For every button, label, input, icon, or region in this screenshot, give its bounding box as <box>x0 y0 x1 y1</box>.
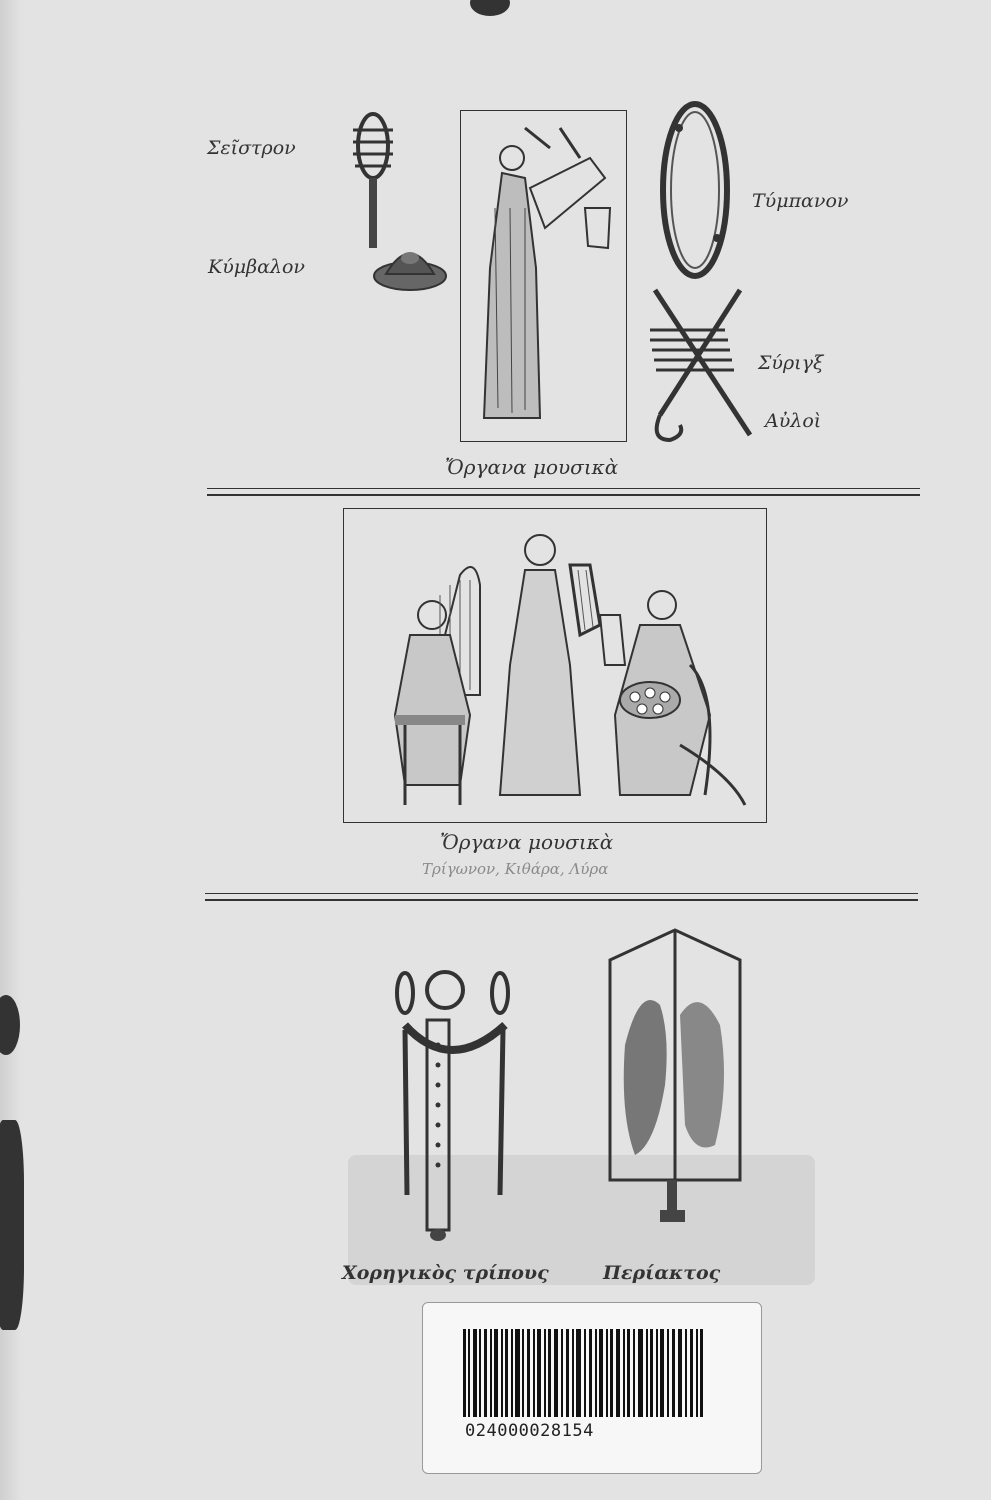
caption-periaktos: Περίακτος <box>603 1262 721 1284</box>
lyre-player-illustration <box>470 118 620 433</box>
burn-mark <box>0 1120 24 1330</box>
caption-tripod: Χορηγικὸς τρίπους <box>342 1262 549 1284</box>
top-caption: Ὄργανα μουσικὰ <box>445 455 619 479</box>
periaktos-illustration <box>605 925 745 1245</box>
label-syrinx: Σύριγξ <box>758 352 824 374</box>
kymbalon-illustration <box>370 228 450 308</box>
barcode-label <box>422 1302 762 1474</box>
syrinx-auloi-illustration <box>640 285 765 450</box>
barcode-number: 024000028154 <box>465 1421 594 1441</box>
divider-top <box>207 488 920 496</box>
label-auloi: Αὐλοὶ <box>765 410 822 432</box>
label-seistron: Σεῖστρον <box>207 137 296 159</box>
barcode-bars <box>463 1329 703 1417</box>
middle-caption: Ὄργανα μουσικὰ <box>440 830 614 854</box>
middle-subcaption: Τρίγωνον, Κιθάρα, Λύρα <box>422 860 609 878</box>
divider-middle <box>205 893 918 901</box>
tympanon-illustration <box>655 98 735 283</box>
musicians-illustration <box>350 515 760 815</box>
burn-mark <box>470 0 510 16</box>
label-kymbalon: Κύμβαλον <box>208 256 305 278</box>
label-tympanon: Τύμπανον <box>752 190 849 212</box>
choregic-tripod-illustration <box>385 965 525 1245</box>
